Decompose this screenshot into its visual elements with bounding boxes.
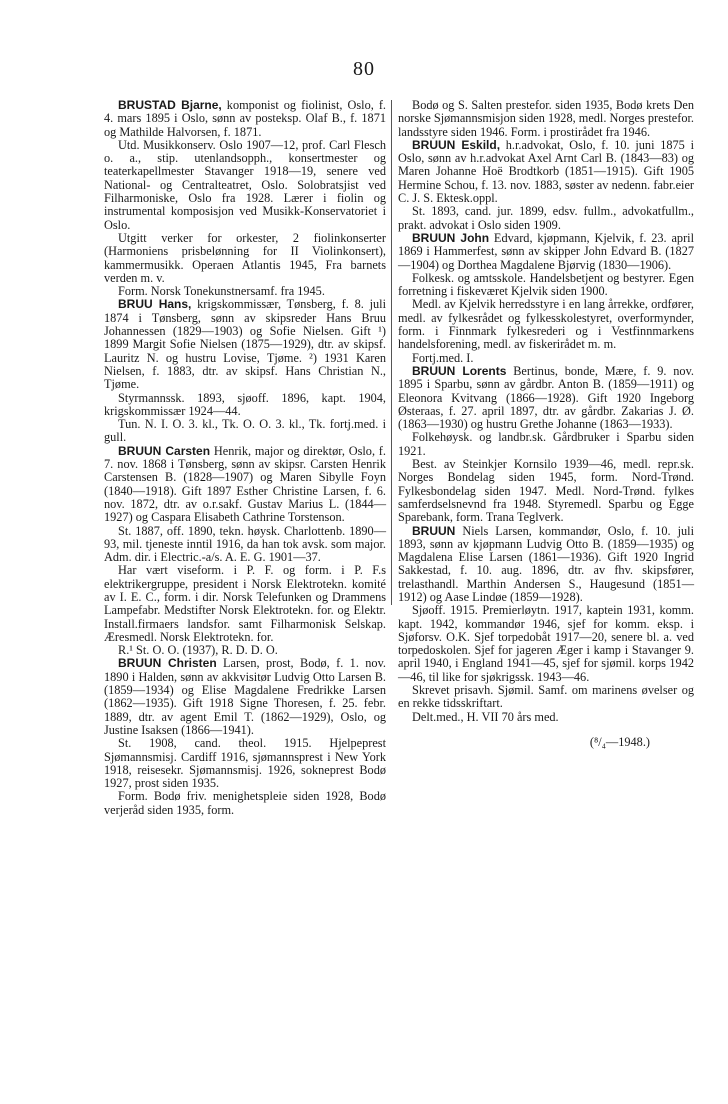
- entry-text: Niels Larsen, kommandør, Oslo, f. 10. juli 1893, sønn av kjøpmann Ludvig Otto B. (1859—1935) og Magdalena Elise Larsen (1861—1936). Gift 1920 Ingrid Sakkestad, f. 10. aug. 1896, dtr. av fhv. skipsfører, trelasthandl. Marthin Andersen S., Haugesund (1851—1912) og Aase Lindøe (1859—1928).: [398, 523, 694, 604]
- entry-text: Edvard, kjøpmann, Kjelvik, f. 23. april 1869 i Hammerfest, sønn av skipper John Edvard B. (1827—1904) og Dorthea Magdalene Bjørvig (1830—1906).: [398, 230, 694, 272]
- entry-paragraph: [398, 525, 694, 605]
- entry-text: Best. av Steinkjer Kornsilo 1939—46, medl. repr.sk. Norges Bondelag siden 1945, form. Nord-Trønd. Fylkesbondelag siden 1947. Medl. Nord-Trønd. fylkes samferdselsnevnd fra 1948. Styremedl. Sparbu og Egge Sparebank, form. Trana Teglverk.: [398, 457, 694, 525]
- date-stamp: (⁸/₄—1948.): [589, 734, 650, 749]
- text-paragraph: [104, 139, 386, 232]
- text-paragraph: [398, 458, 694, 524]
- page-number: 80: [353, 58, 375, 80]
- entry-text: Fortj.med. I.: [412, 350, 474, 365]
- entry-paragraph: [104, 298, 386, 391]
- entry-heading: BRUUN Christen: [118, 656, 217, 671]
- entry-text: Folkehøysk. og landbr.sk. Gårdbruker i Sparbu siden 1921.: [398, 430, 694, 458]
- entry-paragraph: [104, 445, 386, 525]
- text-paragraph: [104, 525, 386, 565]
- entry-paragraph: [104, 657, 386, 737]
- text-paragraph: [104, 564, 386, 644]
- entry-paragraph: [104, 99, 386, 139]
- entry-text: Larsen, prost, Bodø, f. 1. nov. 1890 i Halden, sønn av akkvisitør Ludvig Otto Larsen B. (1859—1934) og Elise Magdalene Fredrikke Larsen (1862—1935). Gift 1918 Signe Thoresen, f. 25. febr. 1889, dtr. av agent Emil T. (1862—1929), Oslo, og Justine Isaksen (1866—1941).: [104, 656, 386, 737]
- right-column: [398, 99, 694, 749]
- entry-text: Skrevet prisavh. Sjømil. Samf. om marinens øvelser og en rekke tidsskriftart.: [398, 683, 694, 711]
- entry-text: St. 1887, off. 1890, tekn. høysk. Charlottenb. 1890—93, mil. tjeneste inntil 1916, da han tok avsk. som major. Adm. dir. i Electric.-a/s. A. E. G. 1901—37.: [104, 523, 386, 565]
- entry-text: Utd. Musikkonserv. Oslo 1907—12, prof. Carl Flesch o. a., stip. utenlandsopph., konsertmester og teaterkapellmester Stavanger 1918—19, senere ved National- og Centralteatret, Oslo. Solobratsjist ved Filharmoniske, Oslo fra 1928. Lærer i fiolin og instrumental komposisjon ved Musikk-Konservatoriet i Oslo.: [104, 137, 386, 232]
- left-column: [104, 99, 386, 817]
- entry-heading: BRUUN: [412, 523, 456, 538]
- entry-heading: BRUUN John: [412, 230, 490, 245]
- text-paragraph: [104, 392, 386, 419]
- entry-text: Delt.med., H. VII 70 års med.: [412, 709, 559, 724]
- entry-text: Form. Bodø friv. menighetspleie siden 1928, Bodø verjeråd siden 1935, form.: [104, 789, 386, 817]
- entry-text: St. 1908, cand. theol. 1915. Hjelpeprest Sjømannsmisj. Cardiff 1916, sjømannsprest i New York 1918, reisesekr. Sjømannsmisj. 1926, sokneprest Bodø 1927, prost siden 1935.: [104, 736, 386, 791]
- entry-text: Medl. av Kjelvik herredsstyre i en lang årrekke, ordfører, medl. av fylkesrådet og fylkesskolestyret, overformynder, form. i Finnmark fylkesrederi og i Vestfinnmarkens handelsforening, medl. av fiskerirådet m. m.: [398, 297, 694, 352]
- text-paragraph: [398, 272, 694, 299]
- text-paragraph: [398, 604, 694, 684]
- text-paragraph: [104, 790, 386, 817]
- column-divider: [391, 100, 392, 605]
- entry-heading: BRUUN Eskild,: [412, 137, 501, 152]
- entry-text: Sjøoff. 1915. Premierløytn. 1917, kaptein 1931, komm. kapt. 1942, kommandør 1946, sjef for komm. eksp. i Sjøforsv. O.K. Sjef torpedobåt 1917—20, senere bl. a. ved torpedoskolen. Sjef for jageren Æger i kamp i Stavanger 9. april 1940, i England 1941—45, sjef for sjømil. korps 1942—46, til like for sjøkrigssk. 1943—46.: [398, 603, 694, 684]
- text-paragraph: [398, 684, 694, 711]
- text-paragraph: [104, 644, 386, 657]
- text-paragraph: [398, 431, 694, 458]
- entry-heading: BRUU Hans,: [118, 297, 192, 312]
- entry-text: Form. Norsk Tonekunstnersamf. fra 1945.: [118, 284, 325, 299]
- entry-text: Bodø og S. Salten prestefor. siden 1935, Bodø krets Den norske Sjømannsmisjon siden 1928, medl. Norges prestefor. landsstyre siden 1946. Form. i prostirådet fra 1946.: [398, 98, 694, 139]
- text-paragraph: [398, 298, 694, 351]
- text-paragraph: [104, 737, 386, 790]
- entry-text: h.r.advokat, Oslo, f. 10. juni 1875 i Oslo, sønn av h.r.advokat Axel Arnt Carl B. (1843—83) og Maren Johanne Hoë Brodtkorb (1851—1915). Gift 1905 Hermine Schou, f. 13. nov. 1883, søster av nedenn. fabr.eier C. J. S. Ektesk.oppl.: [398, 137, 694, 206]
- entry-text: Henrik, major og direktør, Oslo, f. 7. nov. 1868 i Tønsberg, sønn av skipsr. Carsten Henrik Carstensen B. (1828—1907) og Maren Sibylle Foyn (1840—1918). Gift 1897 Esther Christine Larsen, f. 6. nov. 1872, dtr. av o.r.sakf. Gustav Marius L. (1844—1927) og Caspara Elisabeth Cathrine Torstenson.: [104, 443, 386, 525]
- entry-text: Bertinus, bonde, Mære, f. 9. nov. 1895 i Sparbu, sønn av gårdbr. Anton B. (1859—1911) og Eleonora Kvitvang (1866—1928). Gift 1920 Ingeborg Østeraas, f. 27. april 1897, dtr. av gårdbr. Zakarias J. Ø. (1863—1930) og hustru Grethe Johanne (1863—1933).: [398, 363, 694, 432]
- entry-text: krigskommissær, Tønsberg, f. 8. juli 1874 i Tønsberg, sønn av skipsreder Hans Bruu Johannessen (1829—1903) og Sofie Nielsen. Gift ¹) 1899 Margit Sofie Nielsen (1875—1929), dtr. av skipsf. Lauritz N. og hustru Lovise, Tjøme. ²) 1931 Karen Nielsen, f. 1883, dtr. av skipsf. Hans Christian N., Tjøme.: [104, 297, 386, 392]
- entry-text: Tun. N. I. O. 3. kl., Tk. O. O. 3. kl., Tk. fortj.med. i gull.: [104, 417, 386, 445]
- entry-paragraph: [398, 232, 694, 272]
- text-paragraph: [104, 285, 386, 298]
- entry-text: St. 1893, cand. jur. 1899, edsv. fullm., advokatfullm., prakt. advokat i Oslo siden 1909.: [398, 204, 694, 232]
- entry-text: komponist og fiolinist, Oslo, f. 4. mars 1895 i Oslo, sønn av posteksp. Olaf B., f. 1871 og Mathilde Halvorsen, f. 1871.: [104, 98, 386, 139]
- text-paragraph: [398, 711, 694, 724]
- text-paragraph: [398, 352, 694, 365]
- entry-text: Har vært viseform. i P. F. og form. i P. F.s elektrikergruppe, president i Norsk Elektrotekn. komité av I. E. C., form. i dir. Norsk Telefunken og Drammens Lampefabr. Medstifter Norsk Elektrotekn. for. og Elektr. Install.firmaers landsfor. samt Filharmonisk Selskap. Æresmedl. Norsk Elektrotekn. for.: [104, 563, 386, 644]
- entry-text: Utgitt verker for orkester, 2 fiolinkonserter (Harmoniens prisbelønning for II Violinkonsert), kammermusikk. Operaen Atlantis 1945, Fra barnets verden m. v.: [104, 230, 386, 285]
- entry-text: R.¹ St. O. O. (1937), R. D. D. O.: [118, 643, 278, 658]
- entry-text: Styrmannssk. 1893, sjøoff. 1896, kapt. 1904, krigskommissær 1924—44.: [104, 390, 386, 418]
- entry-heading: BRUUN Carsten: [118, 443, 211, 458]
- text-paragraph: [104, 232, 386, 285]
- entry-paragraph: [398, 139, 694, 205]
- text-paragraph: [398, 205, 694, 232]
- entry-heading: BRUSTAD Bjarne,: [118, 98, 222, 112]
- text-paragraph: [104, 418, 386, 445]
- entry-text: Folkesk. og amtsskole. Handelsbetjent og bestyrer. Egen forretning i fiskeværet Kjelvik siden 1900.: [398, 270, 694, 299]
- entry-paragraph: [398, 365, 694, 431]
- entry-heading: BRUUN Lorents: [412, 363, 507, 378]
- text-paragraph: [398, 99, 694, 139]
